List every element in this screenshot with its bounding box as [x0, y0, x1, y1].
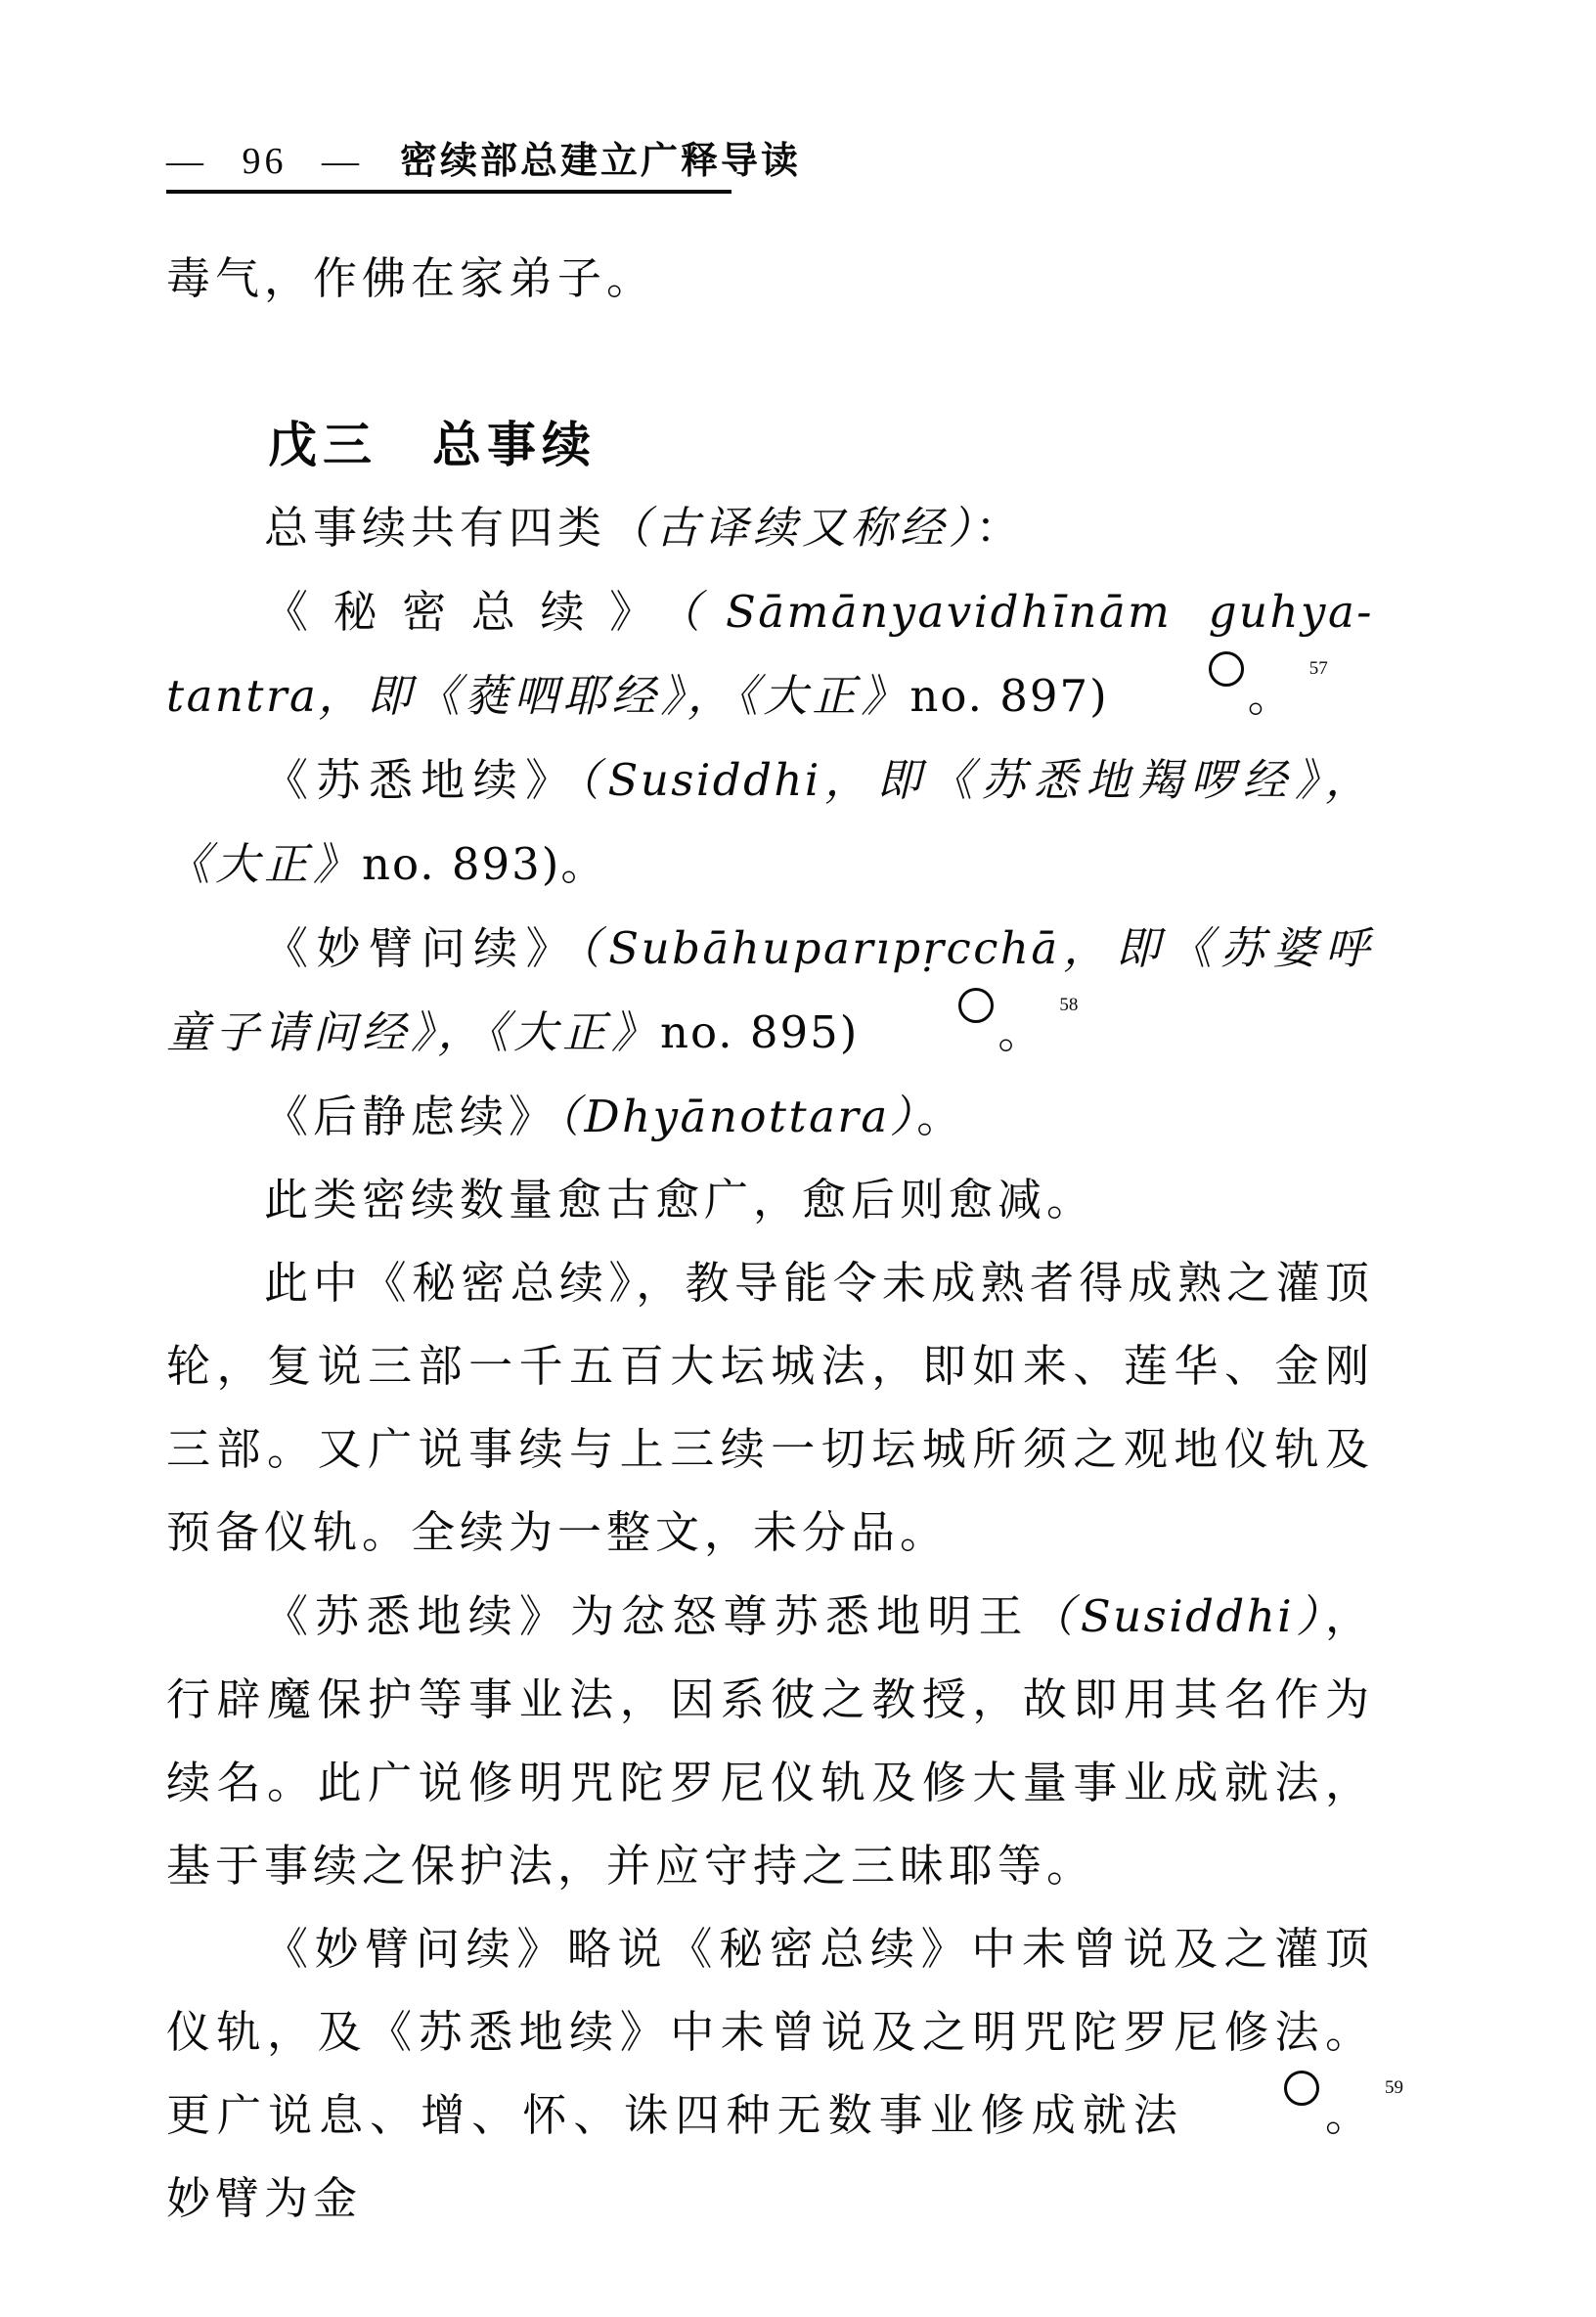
text-run: 《妙臂问续》 — [264, 924, 579, 973]
text-run: （ — [557, 1092, 585, 1141]
text-run: no. 897) — [909, 670, 1109, 722]
text-run: 此类密续数量愈古愈广，愈后则愈减。 — [264, 1176, 1096, 1225]
paragraph — [166, 1075, 1374, 1159]
footnote-ref — [1186, 2071, 1403, 2106]
paragraph — [166, 1908, 1403, 2241]
text-run: 。 — [560, 840, 610, 889]
text-run: 《苏悉地续》 — [264, 756, 578, 805]
paragraph — [166, 570, 1374, 738]
text-run: （ — [678, 588, 726, 637]
text-run: Susiddhi — [607, 754, 821, 806]
text-run: no. 893) — [362, 838, 561, 890]
text-run: Sāmānyavidhīnām guhya-tantra — [166, 586, 1374, 722]
text-run: ，即《苏婆呼童子请问经》，《大正》 — [166, 924, 1374, 1057]
text-run: （ — [1029, 1592, 1081, 1641]
text-run: 《苏悉地续》为忿怒尊苏悉地明王 — [264, 1592, 1030, 1641]
paragraph — [166, 238, 1374, 321]
footnote-number: 59 — [1284, 2071, 1319, 2106]
text-run: 《秘密总续》 — [264, 588, 679, 637]
page-number: — 96 — — [166, 141, 363, 182]
paragraph — [166, 1575, 1374, 1908]
text-run: 总事续共有四类 — [264, 504, 607, 553]
footnote-number: 57 — [1209, 651, 1244, 687]
text-run: ： — [975, 504, 1025, 553]
text-run: ，即《苏悉地羯啰经》，《大正》 — [166, 756, 1374, 889]
footnote-ref — [861, 988, 1079, 1023]
footnote-ref — [1111, 651, 1328, 687]
text-run: ，即《蕤呬耶经》，《大正》 — [318, 672, 910, 721]
page-body — [166, 238, 1403, 2241]
book-title: 密续部总建立广释导读 — [400, 141, 802, 182]
text-run: 。 — [998, 1008, 1047, 1057]
page-header — [166, 139, 802, 194]
text-run: （ — [578, 924, 609, 973]
text-run: ） — [889, 1092, 917, 1141]
text-run: Susiddhi — [1080, 1590, 1295, 1642]
text-run: 。 — [916, 1092, 966, 1141]
text-run: no. 895) — [660, 1006, 860, 1058]
paragraph — [166, 738, 1374, 907]
text-run: 。妙臂为金 — [166, 2091, 1374, 2223]
paragraph — [166, 487, 1374, 570]
footnote-number: 58 — [958, 988, 994, 1023]
text-run: 。 — [1247, 672, 1297, 721]
text-run: 《后静虑续》 — [264, 1092, 558, 1141]
paragraph — [166, 1242, 1374, 1575]
paragraph — [166, 1159, 1374, 1242]
text-run: 此中《秘密总续》，教导能令未成熟者得成熟之灌顶轮，复说三部一千五百大坛城法，即如来、莲华、金刚三部。又广说事续与上三续一切坛城所须之观地仪轨及预备仪轨。全续为一整文，未分品。 — [166, 1259, 1374, 1557]
text-run: Dhyānottara — [584, 1091, 890, 1142]
text-run: Subāhuparıpṛcchā — [608, 922, 1060, 974]
text-run: ） — [1294, 1592, 1325, 1641]
text-run: ，行辟魔保护等事业法，因系彼之教授，故即用其名作为续名。此广说修明咒陀罗尼仪轨及修大量事业成就法，基于事续之保护法，并应守持之三昧耶等。 — [166, 1592, 1374, 1891]
text-run: 毒气，作佛在家弟子。 — [166, 254, 656, 303]
text-run: （古译续又称经） — [606, 504, 976, 553]
text-run: （ — [577, 756, 608, 805]
paragraph — [166, 907, 1374, 1075]
section-heading: 戊三 总事续 — [268, 418, 597, 472]
text-run: 《妙臂问续》略说《秘密总续》中未曾说及之灌顶仪轨，及《苏悉地续》中未曾说及之明咒陀罗尼修法。更广说息、增、怀、诛四种无数事业修成就法 — [166, 1925, 1374, 2140]
